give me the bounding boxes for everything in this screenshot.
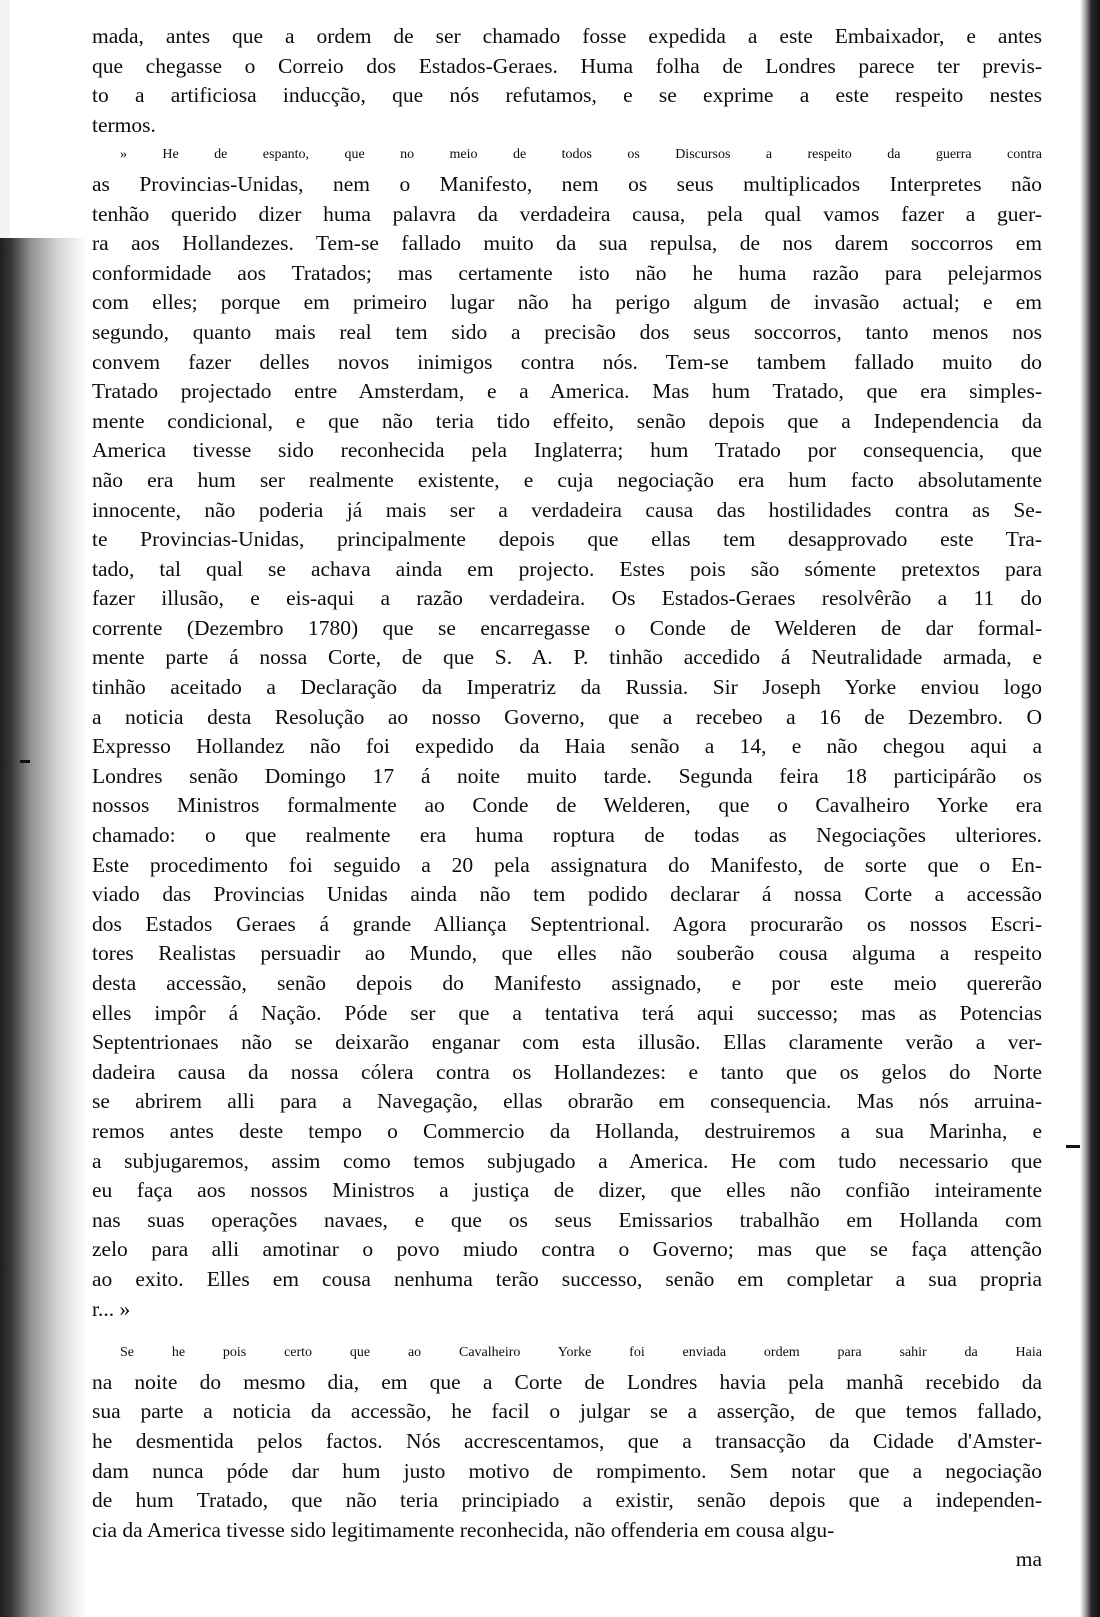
text-line: innocente, não poderia já mais ser a verdadeira causa das hostilidades contra as Se- — [92, 497, 1042, 522]
text-line: não era hum ser realmente existente, e cuja negociação era hum facto absolutamente — [92, 467, 1042, 492]
text-line: termos. — [92, 112, 156, 137]
text-line: te Provincias-Unidas, principalmente depois que ellas tem desapprovado este Tra- — [92, 527, 1042, 552]
text-line: de hum Tratado, que não teria principiado a existir, senão depois que a independen- — [92, 1488, 1042, 1513]
text-line: Este procedimento foi seguido a 20 pela assignatura do Manifesto, de sorte que o En- — [92, 852, 1042, 877]
text-line: r... » — [92, 1296, 131, 1321]
text-line: tores Realistas persuadir ao Mundo, que elles não souberão cousa alguma a respeito — [92, 941, 1042, 966]
scan-edge-left-top — [0, 0, 10, 238]
text-line: remos antes deste tempo o Commercio da Hollanda, destruiremos a sua Marinha, e — [92, 1118, 1042, 1143]
text-line: dadeira causa da nossa cólera contra os Hollandezes: e tanto que os gelos do Norte — [92, 1059, 1042, 1084]
scan-mark — [20, 760, 30, 763]
text-line: sua parte a noticia da accessão, he facil o julgar se a asserção, de que temos fallado, — [92, 1399, 1042, 1424]
paragraph — [92, 1338, 1042, 1545]
text-line: ra aos Hollandezes. Tem-se fallado muito da sua repulsa, de nos darem soccorros em — [92, 231, 1042, 256]
text-line: America tivesse sido reconhecida pela Inglaterra; hum Tratado por consequencia, que — [92, 438, 1042, 463]
text-line: tenhão querido dizer huma palavra da verdadeira causa, pela qual vamos fazer a guer- — [92, 201, 1042, 226]
text-line: que chegasse o Correio dos Estados-Geraes. Huma folha de Londres parece ter previs- — [92, 53, 1042, 78]
text-line: dos Estados Geraes á grande Alliança Septentrional. Agora procurarão os nossos Escri- — [92, 911, 1042, 936]
text-line: convem fazer delles novos inimigos contra nós. Tem-se tambem fallado muito do — [92, 349, 1042, 374]
text-line: nas suas operações navaes, e que os seus Emissarios trabalhão em Hollanda com — [92, 1207, 1042, 1232]
text-line: com elles; porque em primeiro lugar não ha perigo algum de invasão actual; e em — [92, 290, 1042, 315]
text-line: na noite do mesmo dia, em que a Corte de Londres havia pela manhã recebido da — [92, 1369, 1042, 1394]
text-line: eu faça aos nossos Ministros a justiça de dizer, que elles não confião inteiramente — [92, 1178, 1042, 1203]
scan-edge-right — [1080, 0, 1100, 1617]
text-line: dam nunca póde dar hum justo motivo de rompimento. Sem notar que a negociação — [92, 1458, 1042, 1483]
text-line: fazer illusão, e eis-aqui a razão verdadeira. Os Estados-Geraes resolvêrão a 11 do — [92, 586, 1042, 611]
text-line: a noticia desta Resolução ao nosso Governo, que a recebeo a 16 de Dezembro. O — [92, 704, 1042, 729]
text-line: a subjugaremos, assim como temos subjugado a America. He com tudo necessario que — [92, 1148, 1042, 1173]
text-line: ao exito. Elles em cousa nenhuma terão successo, senão em completar a sua propria — [92, 1266, 1042, 1291]
text-line: conformidade aos Tratados; mas certamente isto não he huma razão para pelejarmos — [92, 260, 1042, 285]
document-page — [92, 22, 1042, 1545]
text-line: elles impôr á Nação. Póde ser que a tentativa terá aqui successo; mas as Potencias — [92, 1000, 1042, 1025]
text-line: he desmentida pelos factos. Nós accrescentamos, que a transacção da Cidade d'Amster- — [92, 1428, 1042, 1453]
paragraph — [92, 22, 1042, 140]
text-line: viado das Provincias Unidas ainda não tem podido declarar á nossa Corte a accessão — [92, 882, 1042, 907]
text-line: » He de espanto, que no meio de todos os Discursos a respeito da guerra contra — [120, 147, 1042, 163]
text-line: to a artificiosa inducção, que nós refutamos, e se exprime a este respeito nestes — [92, 83, 1042, 108]
scan-shadow-left — [0, 238, 86, 1617]
paragraph — [92, 140, 1042, 1324]
text-line: desta accessão, senão depois do Manifesto assignado, e por este meio quererão — [92, 971, 1042, 995]
text-line: Expresso Hollandez não foi expedido da Haia senão a 14, e não chegou aqui a — [92, 734, 1042, 759]
text-line: zelo para alli amotinar o povo miudo contra o Governo; mas que se faça attenção — [92, 1237, 1042, 1262]
text-line: tado, tal qual se achava ainda em projecto. Estes pois são sómente pretextos para — [92, 556, 1042, 581]
text-line: chamado: o que realmente era huma roptura de todas as Negociações ulteriores. — [92, 823, 1042, 848]
text-line: mente condicional, e que não teria tido effeito, senão depois que a Independencia da — [92, 408, 1042, 433]
text-line: mente parte á nossa Corte, de que S. A. P. tinhão accedido á Neutralidade armada, e — [92, 645, 1042, 670]
text-line: mada, antes que a ordem de ser chamado fosse expedida a este Embaixador, e antes — [92, 24, 1042, 48]
text-line: as Provincias-Unidas, nem o Manifesto, nem os seus multiplicados Interpretes não — [92, 171, 1042, 196]
text-line: Septentrionaes não se deixarão enganar com esta illusão. Ellas claramente verão a ver- — [92, 1030, 1042, 1055]
text-line: Londres senão Domingo 17 á noite muito tarde. Segunda feira 18 participárão os — [92, 763, 1042, 788]
text-line: tinhão aceitado a Declaração da Imperatriz da Russia. Sir Joseph Yorke enviou logo — [92, 675, 1042, 700]
text-line: nossos Ministros formalmente ao Conde de Welderen, que o Cavalheiro Yorke era — [92, 793, 1042, 818]
text-line: se abrirem alli para a Navegação, ellas obrarão em consequencia. Mas nós arruina- — [92, 1089, 1042, 1114]
text-line: segundo, quanto mais real tem sido a precisão dos seus soccorros, tanto menos nos — [92, 319, 1042, 344]
scan-mark — [1066, 1145, 1080, 1148]
text-line: corrente (Dezembro 1780) que se encarregasse o Conde de Welderen de dar formal- — [92, 615, 1042, 640]
catchword: ma — [1015, 1547, 1042, 1571]
text-line: Se he pois certo que ao Cavalheiro Yorke foi enviada ordem para sahir da Haia — [120, 1345, 1042, 1361]
text-line: Tratado projectado entre Amsterdam, e a America. Mas hum Tratado, que era simples- — [92, 379, 1042, 404]
text-line: cia da America tivesse sido legitimamente reconhecida, não offenderia em cousa algu- — [92, 1517, 835, 1542]
paragraph-gap — [92, 1324, 1042, 1338]
